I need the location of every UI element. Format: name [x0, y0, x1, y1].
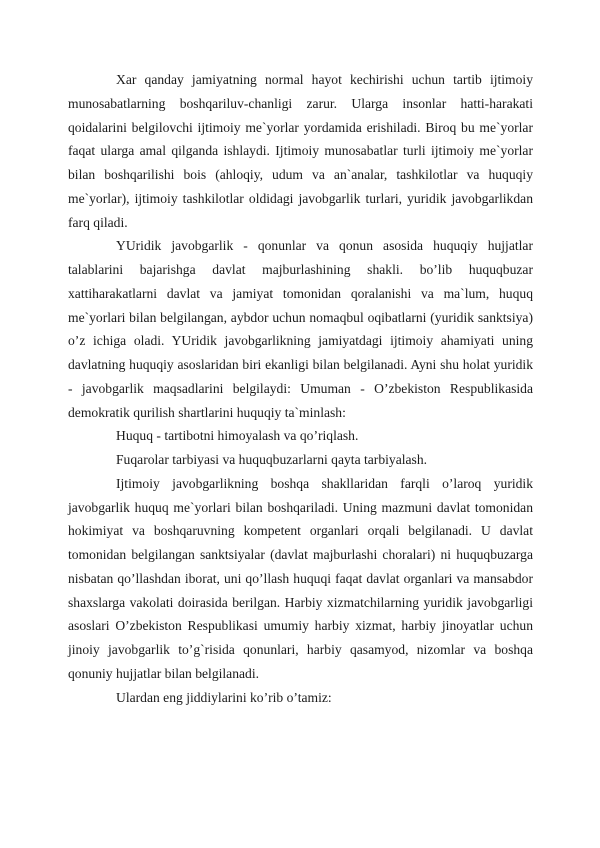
- paragraph-6: Ulardan eng jiddiylarini ko’rib o’tamiz:: [116, 689, 332, 705]
- paragraph-5: Ijtimoiy javobgarlikning boshqa shakllaridan farqli o’laroq yuridik javobgarlik huquq me`yorlari bilan boshqariladi. Uning mazmuni davlat tomonidan hokimiyat va boshqaruvning kompetent organlari orqali belgilanadi. U davlat tomonidan belgilangan sanktsiyalar (davlat majburlashi choralari) ni huquqbuzarga nisbatan qo’llashdan iborat, uni qo’llash huquqi faqat davlat organlari va mansabdor shaxslarga vakolati doirasida berilgan. Harbiy xizmatchilarning yuridik javobgarligi asoslari O’zbekiston Respublikasi umumiy harbiy xizmat, harbiy jinoyatlar uchun jinoiy javobgarlik to’g`risida qonunlari, harbiy qasamyod, nizomlar va boshqa qonuniy hujjatlar bilan belgilanadi.: [68, 475, 533, 681]
- paragraph-3: Huquq - tartibotni himoyalash va qo’riqlash.: [116, 428, 359, 444]
- paragraph-4: Fuqarolar tarbiyasi va huquqbuzarlarni qayta tarbiyalash.: [116, 452, 428, 467]
- paragraph-2: YUridik javobgarlik - qonunlar va qonun asosida huquqiy hujjatlar talablarini bajarishga davlat majburlashining shakli. bo’lib huquqbuzar xattiharakatlarni davlat va jamiyat tomonidan qoralanishi va ma`lum, huquq me`yorlari bilan belgilangan, aybdor uchun nomaqbul oqibatlarni (yuridik sanktsiya) o’z ichiga oladi. YUridik javobgarlikning jamiyatdagi ijtimoiy ahamiyati uning davlatning huquqiy asoslaridan biri ekanligi bilan belgilanadi. Ayni shu holat yuridik - javobgarlik maqsadlarini belgilaydi: Umuman - O’zbekiston Respublikasida demokratik qurilish shartlarini huquqiy ta`minlash:: [68, 238, 533, 420]
- paragraph-1: Xar qanday jamiyatning normal hayot kechirishi uchun tartib ijtimoiy munosabatlarning boshqariluv-chanligi zarur. Ularga insonlar hatti-harakati qoidalarini belgilovchi ijtimoiy me`yorlar yordamida erishiladi. Biroq bu me`yorlar faqat ularga amal qilganda ishlaydi. Ijtimoiy munosabatlar turli ijtimoiy me`yorlar bilan boshqarilishi bois (ahloqiy, udum va an`analar, tashkilotlar va huquqiy me`yorlar), ijtimoiy tashkilotlar oldidagi javobgarlik turlari, yuridik javobgarlikdan farq qiladi.: [68, 72, 533, 230]
- body-text: [68, 68, 533, 709]
